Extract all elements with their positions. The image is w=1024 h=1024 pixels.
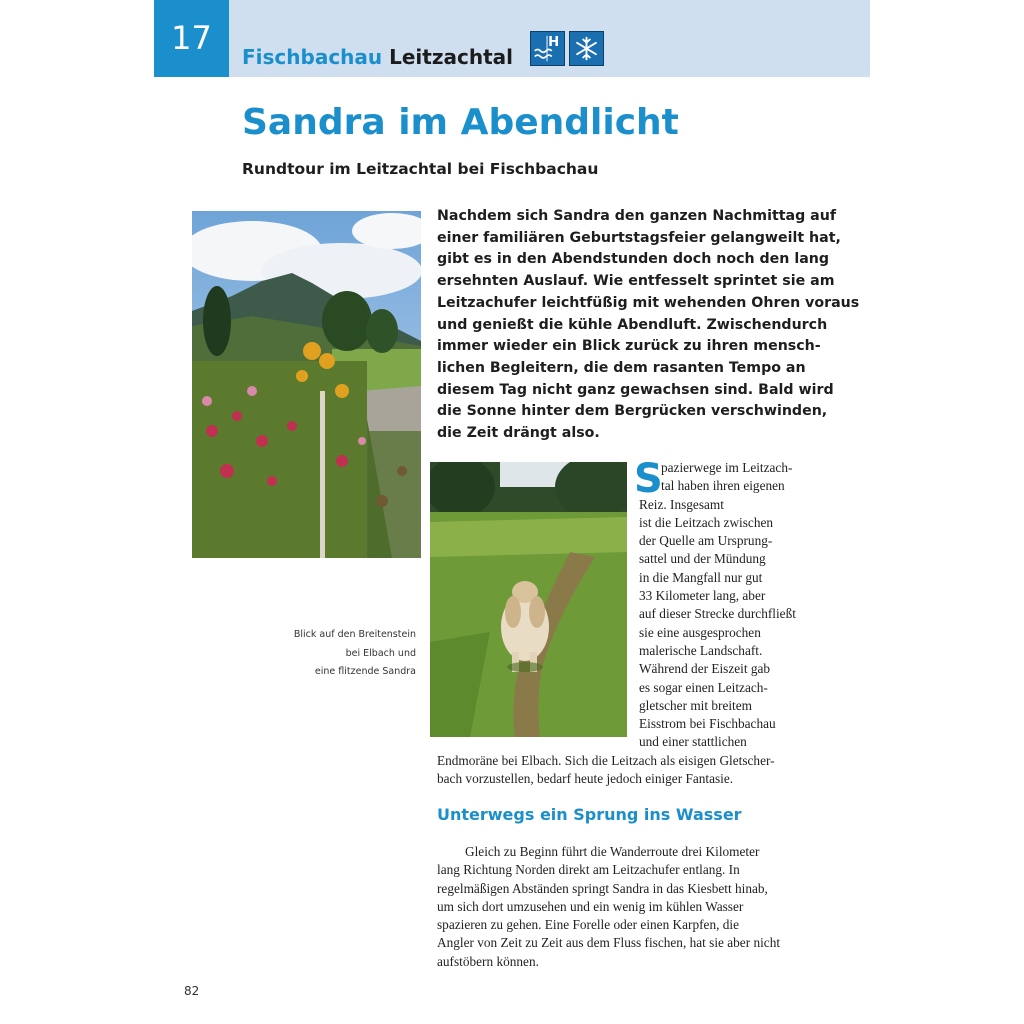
hiking-water-icon bbox=[530, 31, 565, 66]
dog-path-photo bbox=[430, 462, 627, 737]
intro-paragraph bbox=[437, 206, 860, 445]
column-line: in die Mangfall nur gut bbox=[639, 569, 763, 585]
wide-text bbox=[437, 752, 775, 789]
intro-line: immer wieder ein Blick zurück zu ihren mensch- bbox=[437, 338, 821, 355]
page-subtitle: Rundtour im Leitzachtal bei Fischbachau bbox=[242, 160, 599, 178]
caption-line: eine flitzende Sandra bbox=[314, 666, 416, 677]
column-line: auf dieser Strecke durchfließt bbox=[639, 606, 796, 622]
intro-line: gibt es in den Abendstunden doch noch den lang bbox=[437, 251, 830, 268]
caption-line: Blick auf den Breitenstein bbox=[293, 629, 416, 640]
page-number: 82 bbox=[184, 984, 200, 998]
column-line: tal haben ihren eigenen bbox=[661, 478, 785, 494]
header-title bbox=[242, 45, 513, 69]
intro-line: diesem Tag nicht ganz gewachsen sind. Bald wird bbox=[437, 381, 834, 398]
section-line: lang Richtung Norden direkt am Leitzachufer entlang. In bbox=[437, 862, 740, 878]
section-line: Angler von Zeit zu Zeit aus dem Fluss fischen, hat sie aber nicht bbox=[437, 935, 781, 951]
icon-letter: H bbox=[548, 35, 560, 51]
column-text bbox=[639, 459, 796, 752]
section-line: um sich dort umzusehen und ein wenig im kühlen Wasser bbox=[437, 898, 744, 914]
column-line: 33 Kilometer lang, aber bbox=[639, 588, 766, 604]
column-line: Eisstrom bei Fischbachau bbox=[639, 716, 776, 732]
intro-line: einer familiären Geburtstagsfeier gelangweilt hat, bbox=[437, 229, 841, 246]
intro-line: lichen Begleitern, die dem rasanten Tempo an bbox=[437, 359, 806, 376]
column-line: Reiz. Insgesamt bbox=[639, 496, 724, 512]
column-line: Während der Eiszeit gab bbox=[639, 661, 771, 677]
chapter-header bbox=[154, 0, 870, 77]
header-place: Fischbachau bbox=[242, 45, 383, 69]
intro-line: Nachdem sich Sandra den ganzen Nachmittag auf bbox=[437, 208, 837, 224]
snowflake-icon bbox=[569, 31, 604, 66]
column-line: gletscher mit breitem bbox=[639, 697, 752, 713]
column-line: der Quelle am Ursprung- bbox=[639, 533, 773, 549]
mountain-flower-photo bbox=[192, 211, 421, 558]
section-line: aufstöbern können. bbox=[437, 953, 539, 969]
caption-line: bei Elbach und bbox=[345, 647, 416, 659]
page-title: Sandra im Abendlicht bbox=[242, 102, 679, 143]
drop-cap: S bbox=[634, 456, 663, 502]
header-valley: Leitzachtal bbox=[389, 45, 513, 69]
section-line: spazieren zu gehen. Eine Forelle oder einen Karpfen, die bbox=[437, 917, 739, 933]
column-line: pazierwege im Leitzach- bbox=[661, 460, 793, 475]
wide-line: Endmoräne bei Elbach. Sich die Leitzach als eisigen Gletscher- bbox=[437, 753, 775, 768]
section-line: Gleich zu Beginn führt die Wanderroute drei Kilometer bbox=[465, 844, 760, 859]
wide-line: bach vorzustellen, bedarf heute jedoch einiger Fantasie. bbox=[437, 771, 734, 787]
column-line: sie eine ausgesprochen bbox=[639, 624, 761, 640]
chapter-number: 17 bbox=[154, 0, 229, 77]
intro-line: Leitzachufer leichtfüßig mit wehenden Ohren voraus bbox=[437, 294, 860, 311]
column-line: malerische Landschaft. bbox=[639, 642, 763, 658]
column-line: sattel und der Mündung bbox=[639, 551, 766, 567]
section-paragraph bbox=[437, 843, 780, 971]
column-line: es sogar einen Leitzach- bbox=[639, 679, 768, 695]
intro-line: ersehnten Auslauf. Wie entfesselt sprintet sie am bbox=[437, 273, 835, 290]
column-line: ist die Leitzach zwischen bbox=[639, 514, 774, 530]
section-line: regelmäßigen Abständen springt Sandra in das Kiesbett hinab, bbox=[437, 880, 768, 896]
column-line: und einer stattlichen bbox=[639, 734, 747, 750]
intro-line: die Zeit drängt also. bbox=[437, 425, 600, 442]
intro-line: die Sonne hinter dem Bergrücken verschwinden, bbox=[437, 403, 828, 420]
intro-line: und genießt die kühle Abendluft. Zwischendurch bbox=[437, 316, 828, 333]
photo-caption bbox=[280, 626, 416, 682]
section-heading: Unterwegs ein Sprung ins Wasser bbox=[437, 805, 742, 824]
